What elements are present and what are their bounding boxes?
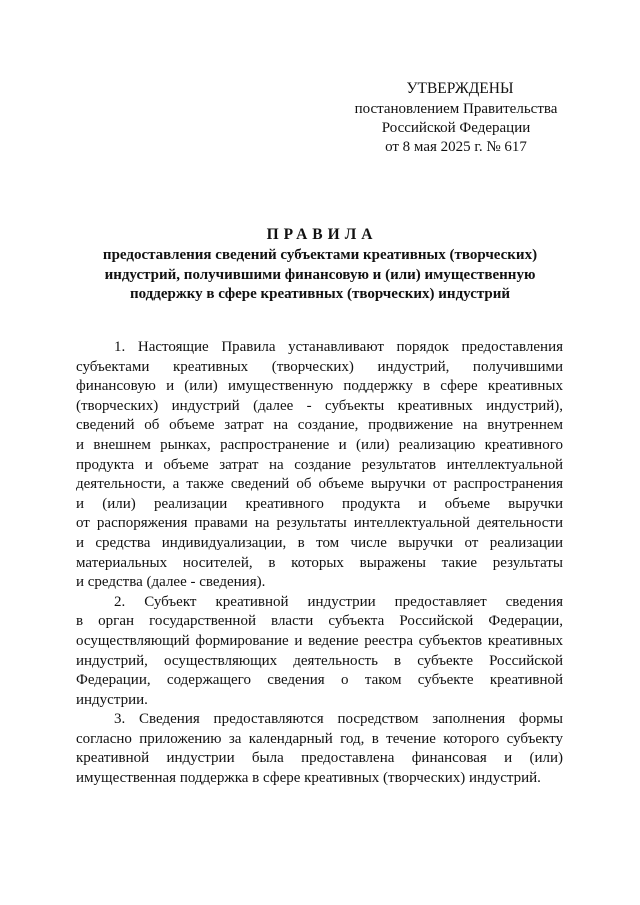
paragraph-line: субъектами креативных (творческих) индустрий, получившими	[76, 358, 563, 375]
paragraph-line: и средства индивидуализации, в том числе выручки от реализации	[76, 534, 563, 551]
paragraph-line: 2. Субъект креативной индустрии предоставляет сведения	[114, 593, 563, 610]
paragraph-line: индустрий, осуществляющих деятельность в субъекте Российской	[76, 652, 563, 669]
approval-line: Российской Федерации	[381, 120, 531, 136]
document-title: ПРАВИЛА	[266, 226, 378, 243]
paragraph-line: индустрии.	[76, 691, 148, 708]
paragraph-line: материальных носителей, в которых выражены такие результаты	[76, 554, 563, 571]
paragraph-line: (творческих) индустрий (далее - субъекты креативных индустрий),	[76, 397, 563, 414]
paragraph-line: креативной индустрии была предоставлена финансовая и (или)	[76, 750, 563, 767]
paragraph-line: Федерации, содержащего сведения о таком субъекте креативной	[76, 672, 563, 689]
document-body	[76, 338, 563, 789]
paragraph-line: финансовую и (или) имущественную поддержку в сфере креативных	[76, 378, 563, 395]
paragraph-line: сведений об объеме затрат на создание, продвижение на внутреннем	[76, 417, 563, 434]
paragraph-line: согласно приложению за календарный год, в течение которого субъекту	[76, 730, 563, 747]
subtitle-line: индустрий, получившими финансовую и (или) имущественную	[104, 266, 536, 283]
paragraph-line: 1. Настоящие Правила устанавливают порядок предоставления	[114, 339, 563, 355]
paragraph-line: имущественная поддержка в сфере креативных (творческих) индустрий.	[76, 770, 541, 787]
approval-stamp	[340, 79, 572, 157]
paragraph-line: продукта и объеме затрат на создание результатов интеллектуальной	[76, 456, 563, 473]
paragraph-line: и (или) реализации креативного продукта и объеме выручки	[76, 495, 563, 512]
paragraph-line: и средства (далее - сведения).	[76, 574, 266, 591]
document-subtitle	[80, 246, 560, 305]
paragraph-line: деятельности, а также сведений об объеме выручки от распространения	[76, 476, 563, 493]
subtitle-line: предоставления сведений субъектами креативных (творческих)	[102, 247, 538, 263]
paragraph-1	[76, 338, 563, 593]
paragraph-line: осуществляющий формирование и ведение реестра субъектов креативных	[76, 632, 563, 649]
paragraph-3	[76, 710, 563, 788]
approval-title: УТВЕРЖДЕНЫ	[406, 80, 514, 97]
approval-line: от 8 мая 2025 г. № 617	[385, 139, 527, 155]
subtitle-line: поддержку в сфере креативных (творческих) индустрий	[129, 286, 511, 302]
approval-line: постановлением Правительства	[354, 101, 558, 117]
paragraph-line: 3. Сведения предоставляются посредством заполнения формы	[114, 711, 563, 728]
paragraph-line: от распоряжения правами на результаты интеллектуальной деятельности	[76, 515, 563, 532]
paragraph-2	[76, 593, 563, 711]
paragraph-line: и внешнем рынках, распространение и (или) реализацию креативного	[76, 436, 563, 453]
paragraph-line: в орган государственной власти субъекта Российской Федерации,	[76, 613, 563, 630]
